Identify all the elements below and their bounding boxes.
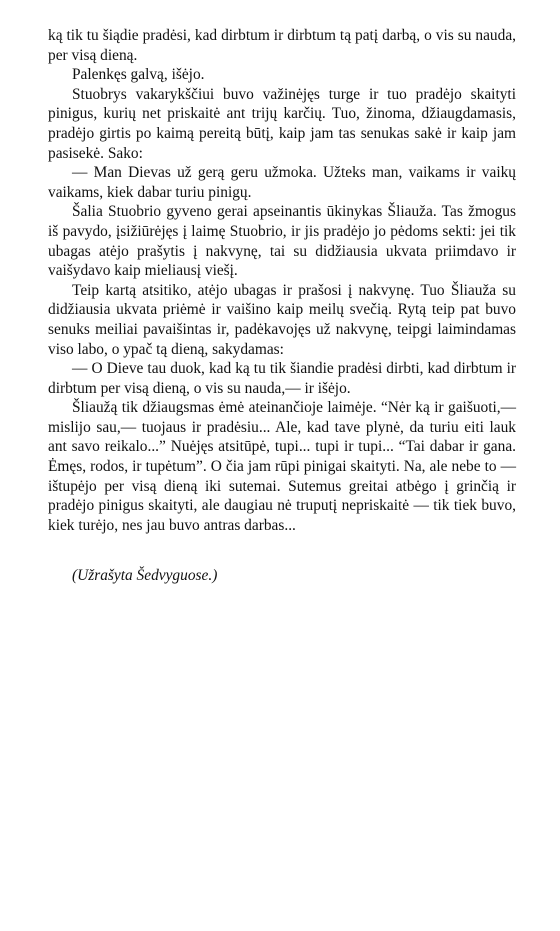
document-page xyxy=(48,26,516,586)
paragraph: Stuobrys vakarykščiui buvo važinėjęs turge ir tuo pradėjo skaityti pinigus, kurių net priskaitė ant trijų karčių. Tuo, žinoma, džiaugdamasis, pradėjo girtis po kaimą pereitą būtį, kaip jam tas senukas sakė ir kaip jam pasisekė. Sako: xyxy=(48,85,516,162)
paragraph-continuation: ką tik tu šiądie pradėsi, kad dirbtum ir dirbtum tą patį darbą, o vis su nauda, per visą dieną. xyxy=(48,27,516,64)
dialogue-paragraph: — Man Dievas už gerą geru užmoka. Užteks man, vaikams ir vaikų vaikams, kiek dabar turiu pinigų. xyxy=(48,164,516,201)
dialogue-paragraph: — O Dieve tau duok, kad ką tu tik šiandie pradėsi dirbti, kad dirbtum ir dirbtum per visą dieną, o vis su nauda,— ir išėjo. xyxy=(48,360,516,397)
paragraph: Šliaužą tik džiaugsmas ėmė ateinančioje laimėje. “Nėr ką ir gaišuoti,— mislijo sau,— tuojaus ir pradėsiu... Ale, kad tave plynė, da turiu eiti lauk ant savo reikalo...” Nuėjęs atsitūpė, tupi... tupi ir tupi... “Tai dabar ir gana. Ėmęs, rodos, ir tupėtum”. O čia jam rūpi pinigai skaityti. Na, ale nebe to — ištupėjo per visą dieną iki sutemai. Sutemus greitai atbėgo į grinčią ir pradėjo pinigus skaityti, ale daugiau nė truputį nepriskaitė — tik tiek buvo, kiek turėjo, nes jau buvo antras darbas... xyxy=(48,399,516,534)
source-note: (Užrašyta Šedvyguose.) xyxy=(72,567,218,585)
paragraph: Teip kartą atsitiko, atėjo ubagas ir prašosi į nakvynę. Tuo Šliauža su didžiausia ukvata priėmė ir vaišino kaip meilų svečią. Rytą teip pat buvo senuks meiliai pavaišintas ir, padėkavojęs už nakvynę, teipgi laimindamas viso labo, o ypač tą dieną, sakydamas: xyxy=(48,281,516,358)
paragraph: Palenkęs galvą, išėjo. xyxy=(72,66,205,84)
paragraph: Šalia Stuobrio gyveno gerai apseinantis ūkinykas Šliauža. Tas žmogus iš pavydo, įsižiūrėjęs į laimę Stuobrio, ir jis pradėjo jo pėdoms sekti: jei tik ubagas atėjo prašytis į nakvynę, tai su didžiausia ukvata priimdavo ir vaišydavo kaip mieliausį viešį. xyxy=(48,203,516,280)
